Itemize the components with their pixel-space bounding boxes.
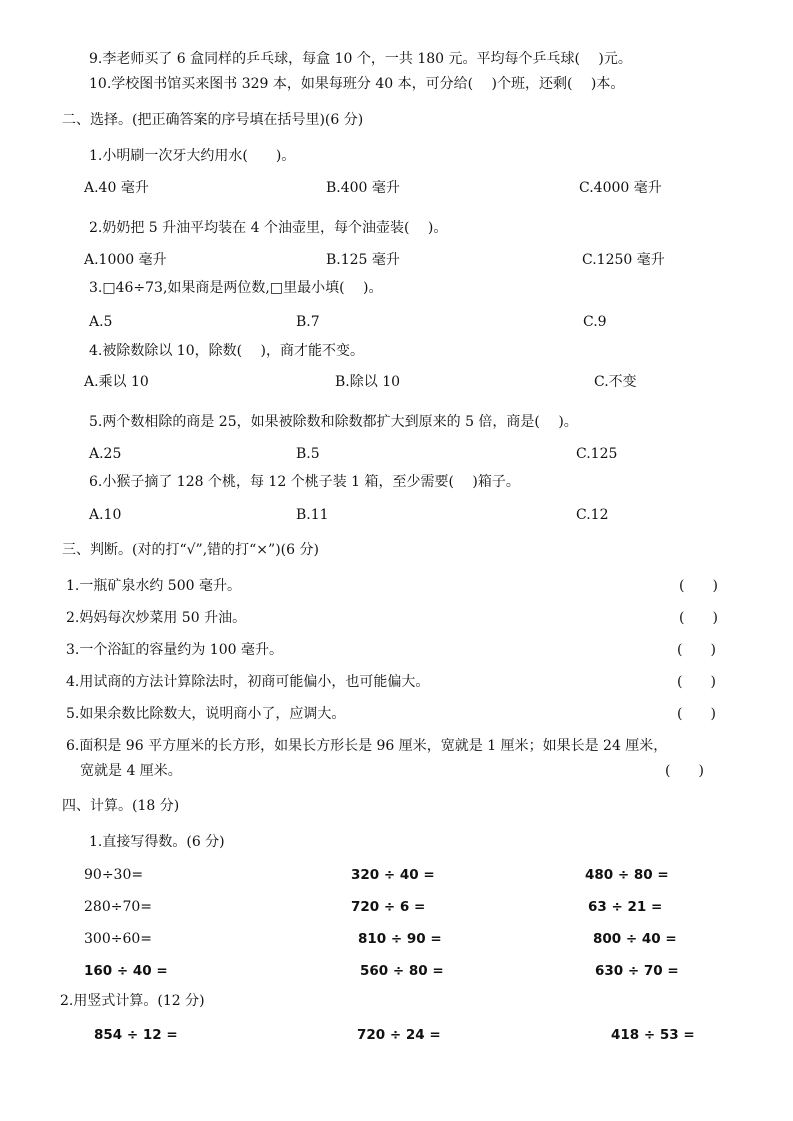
- choice-q3-option-c: C.9: [583, 314, 607, 330]
- judge-answer-blank-1[interactable]: ( ): [679, 578, 718, 594]
- judge-item-6-line-1: 6.面积是 96 平方厘米的长方形，如果长方形长是 96 厘米，宽就是 1 厘米；如果长是 24 厘米，: [66, 738, 668, 754]
- choice-question-1: 1.小明刷一次牙大约用水( )。: [89, 148, 296, 164]
- choice-q1-option-a: A.40 毫升: [84, 180, 149, 196]
- choice-q4-option-a: A.乘以 10: [84, 374, 149, 390]
- choice-q2-option-a: A.1000 毫升: [84, 252, 167, 268]
- vertical-calc-item: 854 ÷ 12 =: [94, 1027, 178, 1043]
- choice-q5-option-a: A.25: [89, 446, 122, 462]
- choice-q6-option-a: A.10: [89, 507, 122, 523]
- judge-answer-blank-4[interactable]: ( ): [677, 674, 716, 690]
- fill-question-10: 10.学校图书馆买来图书 329 本，如果每班分 40 本，可分给( )个班，还剩( )本。: [89, 76, 625, 92]
- choice-q5-option-c: C.125: [576, 446, 618, 462]
- choice-q5-option-b: B.5: [296, 446, 320, 462]
- choice-q6-option-c: C.12: [576, 507, 609, 523]
- choice-q2-option-c: C.1250 毫升: [582, 252, 665, 268]
- choice-question-2: 2.奶奶把 5 升油平均装在 4 个油壶里，每个油壶装( )。: [89, 220, 448, 236]
- direct-answer-cell: 300÷60=: [84, 931, 152, 947]
- choice-q6-option-b: B.11: [296, 507, 329, 523]
- direct-answer-cell: 90÷30=: [84, 867, 144, 883]
- direct-answer-cell: 560 ÷ 80 =: [360, 963, 444, 979]
- judge-item-1: 1.一瓶矿泉水约 500 毫升。: [66, 578, 241, 594]
- direct-answer-cell: 810 ÷ 90 =: [358, 931, 442, 947]
- choice-section-heading: 二、选择。(把正确答案的序号填在括号里)(6 分): [62, 112, 364, 128]
- choice-q4-option-b: B.除以 10: [335, 374, 401, 390]
- judge-answer-blank-5[interactable]: ( ): [677, 706, 716, 722]
- vertical-calc-item: 720 ÷ 24 =: [357, 1027, 441, 1043]
- judge-answer-blank-6[interactable]: ( ): [665, 763, 704, 779]
- choice-question-4: 4.被除数除以 10，除数( )，商才能不变。: [89, 343, 364, 359]
- judge-answer-blank-3[interactable]: ( ): [677, 642, 716, 658]
- fill-question-9: 9.李老师买了 6 盒同样的乒乓球，每盒 10 个，一共 180 元。平均每个乒乓球( )元。: [89, 51, 632, 67]
- choice-q1-option-b: B.400 毫升: [326, 180, 400, 196]
- direct-answer-cell: 800 ÷ 40 =: [593, 931, 677, 947]
- direct-answer-cell: 63 ÷ 21 =: [588, 899, 663, 915]
- judge-item-2: 2.妈妈每次炒菜用 50 升油。: [66, 610, 247, 626]
- direct-answer-cell: 480 ÷ 80 =: [585, 867, 669, 883]
- judge-answer-blank-2[interactable]: ( ): [679, 610, 718, 626]
- direct-answer-cell: 630 ÷ 70 =: [595, 963, 679, 979]
- direct-answer-title: 1.直接写得数。(6 分): [89, 834, 225, 850]
- choice-question-5: 5.两个数相除的商是 25，如果被除数和除数都扩大到原来的 5 倍，商是( )。: [89, 414, 578, 430]
- choice-q3-option-b: B.7: [296, 314, 320, 330]
- direct-answer-cell: 160 ÷ 40 =: [84, 963, 168, 979]
- direct-answer-cell: 320 ÷ 40 =: [351, 867, 435, 883]
- judge-item-6-line-2: 宽就是 4 厘米。: [80, 763, 182, 779]
- judge-item-5: 5.如果余数比除数大，说明商小了，应调大。: [66, 706, 346, 722]
- judge-section-heading: 三、判断。(对的打“√”,错的打“×”)(6 分): [62, 542, 319, 558]
- vertical-calc-item: 418 ÷ 53 =: [611, 1027, 695, 1043]
- choice-q4-option-c: C.不变: [594, 374, 637, 390]
- direct-answer-cell: 720 ÷ 6 =: [351, 899, 426, 915]
- choice-q1-option-c: C.4000 毫升: [579, 180, 662, 196]
- judge-item-3: 3.一个浴缸的容量约为 100 毫升。: [66, 642, 283, 658]
- choice-question-3: 3.□46÷73,如果商是两位数,□里最小填( )。: [89, 280, 383, 296]
- choice-q2-option-b: B.125 毫升: [326, 252, 400, 268]
- choice-question-6: 6.小猴子摘了 128 个桃，每 12 个桃子装 1 箱，至少需要( )箱子。: [89, 474, 520, 490]
- direct-answer-cell: 280÷70=: [84, 899, 152, 915]
- vertical-calc-title: 2.用竖式计算。(12 分): [60, 993, 205, 1009]
- calc-section-heading: 四、计算。(18 分): [62, 798, 180, 814]
- choice-q3-option-a: A.5: [89, 314, 113, 330]
- judge-item-4: 4.用试商的方法计算除法时，初商可能偏小，也可能偏大。: [66, 674, 430, 690]
